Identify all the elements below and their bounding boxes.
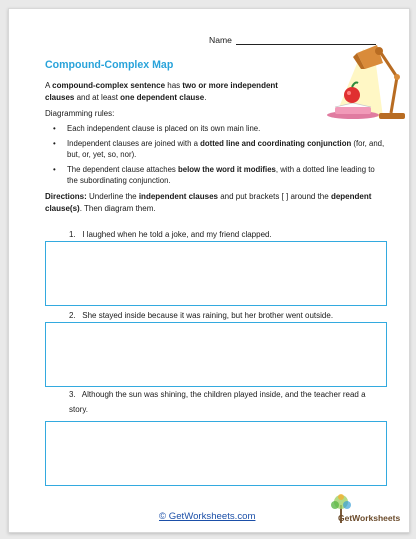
rule-item: • Independent clauses are joined with a dotted line and coordinating conjunction (for, and, but, or, yet, so, nor). — [53, 138, 385, 159]
question-1: 1. I laughed when he told a joke, and my friend clapped. — [69, 230, 272, 239]
answer-box-1[interactable] — [45, 241, 387, 306]
desk-lamp-apple-book-icon — [305, 43, 415, 123]
bullet-icon: • — [53, 164, 56, 174]
bullet-icon: • — [53, 138, 56, 148]
name-label: Name — [209, 35, 232, 45]
worksheet-page — [8, 8, 410, 533]
answer-box-3[interactable] — [45, 421, 387, 486]
bullet-icon: • — [53, 124, 56, 133]
answer-box-2[interactable] — [45, 322, 387, 387]
question-3: 3. Although the sun was shining, the children played inside, and the teacher read a story. — [69, 390, 366, 414]
intro-paragraph: A compound-complex sentence has two or more independent clauses and at least one dependent clause. — [45, 81, 278, 102]
directions-paragraph: Directions: Underline the independent clauses and put brackets [ ] around the dependent clause(s). Then diagram them. — [45, 192, 372, 213]
question-2: 2. She stayed inside because it was raining, but her brother went outside. — [69, 311, 334, 320]
logo-text: GetWorksheets — [338, 513, 401, 523]
rules-label: Diagramming rules: — [45, 109, 115, 118]
rule-item: • Each independent clause is placed on its own main line. — [53, 124, 261, 133]
rules-list — [45, 123, 387, 190]
worksheet-title: Compound-Complex Map — [45, 59, 174, 71]
rule-item: • The dependent clause attaches below the word it modifies, with a dotted line leading to the subordinating conjunction. — [53, 164, 375, 185]
footer-link[interactable]: © GetWorksheets.com — [159, 511, 256, 522]
